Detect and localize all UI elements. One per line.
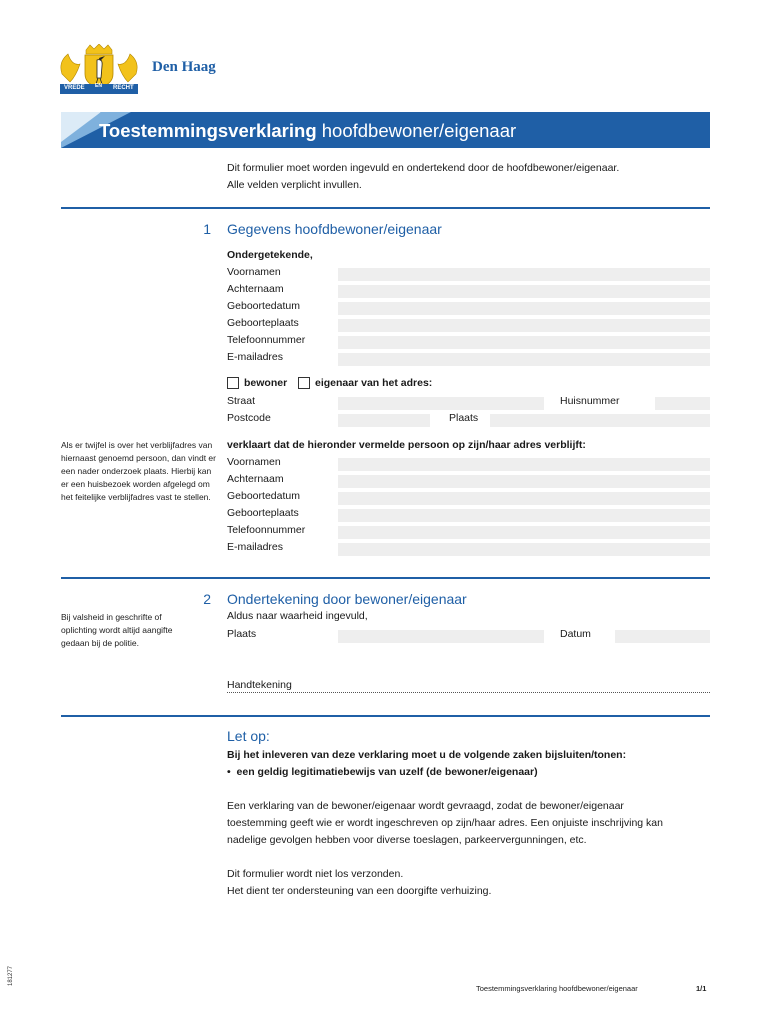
street-field[interactable] (338, 397, 544, 410)
section-divider (61, 577, 710, 579)
housenumber-label: Huisnummer (560, 395, 620, 407)
address-place-label: Plaats (449, 412, 479, 424)
declares-statement: verklaart dat de hieronder vermelde persoon op zijn/haar adres verblijft: (227, 439, 586, 451)
phone-label: Telefoonnummer (227, 334, 306, 346)
section-divider (61, 715, 710, 717)
housenumber-field[interactable] (655, 397, 710, 410)
owner-option[interactable] (298, 377, 432, 389)
notice-para-2-line-1: Dit formulier wordt niet los verzonden. (227, 868, 404, 880)
person-birth-place-field[interactable] (338, 509, 710, 522)
person-birth-place-label: Geboorteplaats (227, 507, 299, 519)
person-last-name-label: Achternaam (227, 473, 284, 485)
ribbon-right-text: RECHT (113, 85, 134, 91)
ribbon-middle-text: EN (95, 83, 102, 89)
resident-option[interactable] (227, 377, 287, 389)
person-phone-field[interactable] (338, 526, 710, 539)
section-2-title: Ondertekening door bewoner/eigenaar (227, 591, 467, 607)
notice-bold-line: Bij het inleveren van deze verklaring moet u de volgende zaken bijsluiten/tonen: (227, 749, 627, 761)
truthfully-label: Aldus naar waarheid ingevuld, (227, 610, 368, 622)
postcode-field[interactable] (338, 414, 430, 427)
city-logo (58, 44, 140, 96)
phone-field[interactable] (338, 336, 710, 349)
footer-doc-title: Toestemmingsverklaring hoofdbewoner/eigenaar (476, 984, 638, 993)
person-first-names-field[interactable] (338, 458, 710, 471)
person-phone-label: Telefoonnummer (227, 524, 306, 536)
ribbon-left-text: VREDE (64, 85, 85, 91)
intro-line-2: Alle velden verplicht invullen. (227, 179, 362, 191)
person-birth-date-field[interactable] (338, 492, 710, 505)
last-name-label: Achternaam (227, 283, 284, 295)
sign-place-label: Plaats (227, 628, 257, 640)
section-1-side-note: Als er twijfel is over het verblijfadres van hiernaast genoemd persoon, dan vindt er een nader onderzoek plaats. Hierbij kan er een huisbezoek worden afgelegd om het feitelijke verblijfadres vast te stellen. (61, 440, 216, 502)
page-title (99, 120, 516, 142)
section-divider (61, 207, 710, 209)
owner-checkbox[interactable] (298, 377, 310, 389)
first-names-field[interactable] (338, 268, 710, 281)
notice-bullet (227, 766, 538, 778)
last-name-field[interactable] (338, 285, 710, 298)
owner-option-label: eigenaar van het adres: (315, 377, 433, 389)
city-name: Den Haag (152, 59, 216, 75)
person-last-name-field[interactable] (338, 475, 710, 488)
postcode-label: Postcode (227, 412, 271, 424)
email-field[interactable] (338, 353, 710, 366)
section-2-number: 2 (203, 591, 211, 607)
page-title-rest: hoofdbewoner/eigenaar (316, 120, 517, 141)
sign-date-field[interactable] (615, 630, 710, 643)
notice-bullet-text: een geldig legitimatiebewijs van uzelf (de bewoner/eigenaar) (236, 766, 538, 778)
form-code: 181277 (8, 965, 14, 986)
signature-line[interactable] (227, 692, 710, 693)
birth-date-field[interactable] (338, 302, 710, 315)
section-1-title: Gegevens hoofdbewoner/eigenaar (227, 221, 442, 237)
signature-label: Handtekening (227, 679, 292, 691)
section-1-number: 1 (203, 221, 211, 237)
sign-date-label: Datum (560, 628, 591, 640)
notice-para-1-line-2: toestemming geeft wie er wordt ingeschreven op zijn/haar adres. Een onjuiste inschrijving kan (227, 817, 663, 829)
notice-para-2-line-2: Het dient ter ondersteuning van een doorgifte verhuizing. (227, 885, 492, 897)
first-names-label: Voornamen (227, 266, 281, 278)
signatory-label: Ondergetekende, (227, 249, 313, 261)
notice-title: Let op: (227, 728, 270, 744)
email-label: E-mailadres (227, 351, 284, 363)
sign-place-field[interactable] (338, 630, 544, 643)
intro-line-1: Dit formulier moet worden ingevuld en ondertekend door de hoofdbewoner/eigenaar. (227, 162, 620, 174)
street-label: Straat (227, 395, 256, 407)
notice-para-1-line-3: nadelige gevolgen hebben voor diverse toeslagen, parkeervergunningen, etc. (227, 834, 587, 846)
page-title-bold: Toestemmingsverklaring (99, 120, 317, 141)
section-2-side-note: Bij valsheid in geschrifte of oplichting wordt altijd aangifte gedaan bij de politie. (61, 612, 173, 648)
bullet-icon: • (227, 766, 237, 778)
birth-place-label: Geboorteplaats (227, 317, 299, 329)
title-banner (61, 112, 710, 148)
person-first-names-label: Voornamen (227, 456, 281, 468)
person-email-label: E-mailadres (227, 541, 284, 553)
resident-option-label: bewoner (244, 377, 288, 389)
notice-para-1-line-1: Een verklaring van de bewoner/eigenaar wordt gevraagd, zodat de bewoner/eigenaar (227, 800, 624, 812)
person-email-field[interactable] (338, 543, 710, 556)
page-number: 1/1 (696, 984, 707, 993)
person-birth-date-label: Geboortedatum (227, 490, 300, 502)
birth-place-field[interactable] (338, 319, 710, 332)
resident-checkbox[interactable] (227, 377, 239, 389)
address-place-field[interactable] (490, 414, 710, 427)
birth-date-label: Geboortedatum (227, 300, 300, 312)
